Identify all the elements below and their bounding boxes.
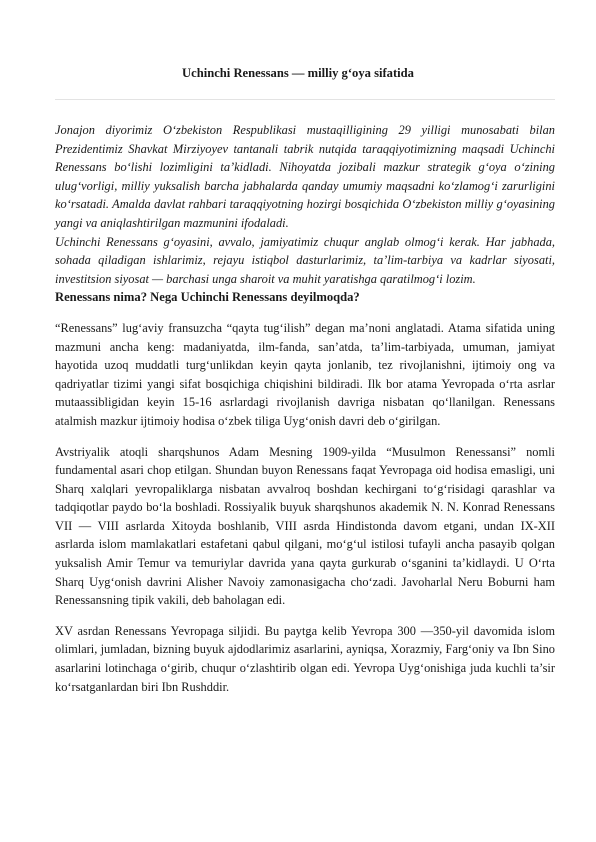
document-title: Uchinchi Renessans — milliy g‘oya sifatida [182, 66, 414, 80]
intro-paragraph-2: Uchinchi Renessans g‘oyasini, avvalo, jamiyatimiz chuqur anglab olmog‘i kerak. Har jabhada, sohada qiladigan ishlarimiz, rejayu istiqbol dasturlarimiz, ta’lim-tarbiya va kadrlar siyosati, investitsion siyosat — barchasi unga sharoit va muhit yaratishga qaratilmog‘i lozim. [55, 234, 555, 286]
section-heading: Renessans nima? Nega Uchinchi Renessans deyilmoqda? [55, 290, 360, 305]
body-paragraph-2: Avstriyalik atoqli sharqshunos Adam Mesning 1909-yilda “Musulmon Renessansi” nomli fundamental asari chop etilgan. Shundan buyon Renessans faqat Yevropaga oid hodisa emasligi, uni Sharq xalqlari yevropaliklarga nisbatan avvalroq boshdan kechirgani to‘g‘risidagi qarashlar va tadqiqotlar paydo bo‘la boshladi. Rossiyalik buyuk sharqshunos akademik N. N. Konrad Renessans VII — VIII asrlarda Xitoyda boshlanib, VIII asrda Hindistonda davom etgani, undan IX-XII asrlarda islom mamlakatlari estafetani qabul qilgani, mo‘g‘ul istilosi tufayli ancha pasayib qolgan yuksalish Amir Temur va temuriylar davrida yana qayta gurkurab o‘sganini ta’kidlaydi. U O‘rta Sharq Uyg‘onish davrini Alisher Navoiy zamonasigacha cho‘zadi. Javoharlal Neru Boburni ham Renessansning tipik vakili, deb baholagan edi. [55, 444, 555, 608]
intro-paragraph-1: Jonajon diyorimiz O‘zbekiston Respublikasi mustaqilligining 29 yilligi munosabati bilan Prezidentimiz Shavkat Mirziyoyev tantanali tabrik nutqida taraqqiyotimizning maqsadi Uchinchi Renessans bo‘lishi lozimligini ta’kidladi. Nihoyatda jozibali mazkur strategik g‘oya o‘zining ulug‘vorligi, milliy yuksalish barcha jabhalarda qanday umumiy maqsadni ko‘zlamog‘i zarurligini ko‘rsatadi. Amalda davlat rahbari taraqqiyotning hozirgi bosqichida O‘zbekiston milliy g‘oyasining yangi va aniqlashtirilgan mazmunini ifodaladi. [55, 123, 555, 230]
title-divider [55, 99, 555, 100]
body-paragraph-1: “Renessans” lug‘aviy fransuzcha “qayta tug‘ilish” degan ma’noni anglatadi. Atama sifatida uning mazmuni ancha keng: madaniyatda, ilm-fanda, san’atda, ta’lim-tarbiyada, umuman, jamiyat hayotida uzoq muddatli turg‘unlikdan keyin qayta jonlanib, tez rivojlanishni, ijtimoiy ong va qadriyatlar tizimi yangi sifat bosqichiga chiqishini bildiradi. Ilk bor atama Yevropada o‘rta asrlar mutaassibligidan keyin 15-16 asrlardagi rivojlanish davriga nisbatan qo‘llanilgan. Renessans atalmish mazkur ijtimoiy hodisa o‘zbek tiliga Uyg‘onish davri deb o‘girilgan. [55, 320, 555, 428]
document-body [55, 121, 555, 696]
body-paragraph-3: XV asrdan Renessans Yevropaga siljidi. Bu paytga kelib Yevropa 300 —350-yil davomida islom olimlari, jumladan, bizning buyuk ajdodlarimiz asarlarini, ayniqsa, Xorazmiy, Farg‘oniy va Ibn Sino asarlarini lotinchaga o‘girib, chuqur o‘zlashtirib olgan edi. Yevropa Uyg‘onishiga juda kuchli ta’sir ko‘rsatganlardan biri Ibn Rushddir. [55, 623, 555, 694]
